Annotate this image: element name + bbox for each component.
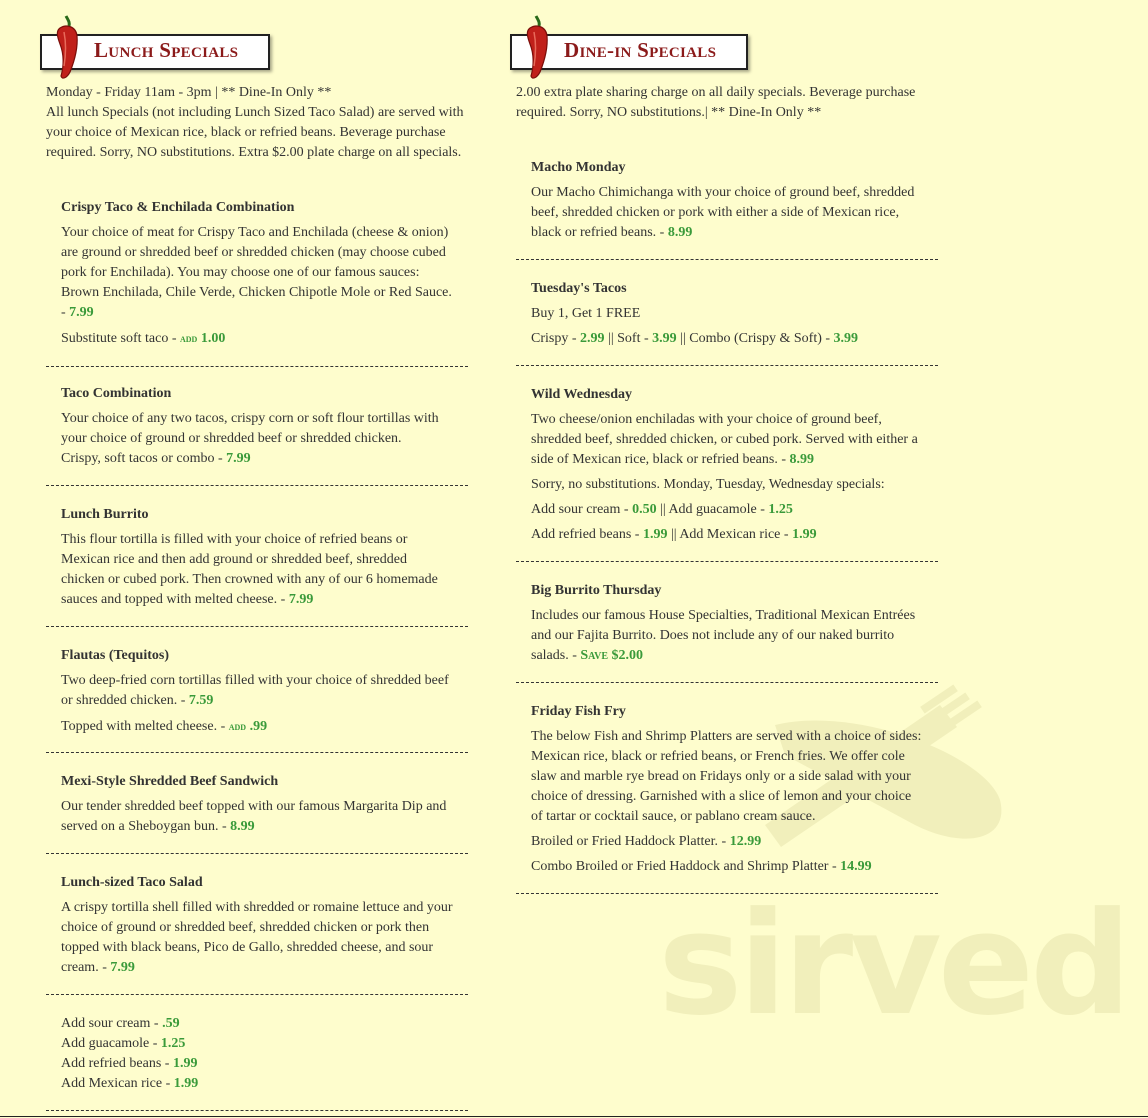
menu-item <box>46 873 468 995</box>
item-price: 7.99 <box>69 305 94 320</box>
list-item: Add Mexican rice - 1.99 <box>61 1076 199 1091</box>
menu-item <box>46 384 468 486</box>
item-addons: Add sour cream - 0.50 || Add guacamole - 1.25 <box>531 502 793 517</box>
item-name: Mexi-Style Shredded Beef Sandwich <box>61 774 279 789</box>
item-extra: Topped with melted cheese. - add .99 <box>61 719 268 734</box>
item-price: 7.99 <box>110 960 135 975</box>
item-option: Broiled or Fried Haddock Platter. - 12.99 <box>531 834 762 849</box>
item-description: Two cheese/onion enchiladas with your choice of ground beef, shredded beef, shredded chicken, or cubed pork. Served with either a side of Mexican rice, black or refried beans. - 8.99 <box>531 412 918 467</box>
item-price: 7.99 <box>288 592 314 607</box>
item-name: Macho Monday <box>531 160 626 175</box>
item-price: 8.99 <box>667 225 693 240</box>
addons-list <box>46 1014 468 1111</box>
item-addons: Add refried beans - 1.99 || Add Mexican rice - 1.99 <box>531 527 817 542</box>
item-prices: Crispy - 2.99 || Soft - 3.99 || Combo (Crispy & Soft) - 3.99 <box>531 331 859 346</box>
list-item: Add guacamole - 1.25 <box>61 1036 186 1051</box>
item-extra: Substitute soft taco - add 1.00 <box>61 331 226 346</box>
menu-item <box>516 385 938 562</box>
chili-pepper-icon <box>52 14 82 82</box>
item-price: 8.99 <box>789 452 815 467</box>
item-description: This flour tortilla is filled with your choice of refried beans or Mexican rice and then add ground or shredded beef, shredded chicken or cubed pork. Then crowned with any of our 6 homemade sauces and topped with melted cheese. - 7.99 <box>61 532 438 607</box>
item-description: The below Fish and Shrimp Platters are served with a choice of sides: Mexican rice, black or refried beans, or French fries. We offer cole slaw and marble rye bread on Fridays only or a side salad with your choice of dressing. Garnished with a slice of lemon and your choice of tartar or cocktail sauce, or pablano cream sauce. <box>531 729 922 824</box>
item-price: 7.59 <box>188 693 214 708</box>
menu-item <box>516 279 938 366</box>
menu-item <box>516 702 938 894</box>
item-option: Combo Broiled or Fried Haddock and Shrimp Platter - 14.99 <box>531 859 872 874</box>
item-description: Your choice of any two tacos, crispy corn or soft flour tortillas with your choice of ground or shredded beef or shredded chicken. <box>61 411 439 446</box>
list-item: Add sour cream - .59 <box>61 1016 180 1031</box>
item-description: Our Macho Chimichanga with your choice of ground beef, shredded beef, shredded chicken or pork with either a side of Mexican rice, black or refried beans. - 8.99 <box>531 185 915 240</box>
lunch-intro <box>46 83 466 163</box>
watermark-logo: sirved <box>658 882 1128 1047</box>
menu-item <box>516 581 938 683</box>
item-name: Tuesday's Tacos <box>531 281 627 296</box>
menu-item <box>46 198 468 367</box>
item-name: Friday Fish Fry <box>531 704 626 719</box>
item-name: Crispy Taco & Enchilada Combination <box>61 200 295 215</box>
item-name: Flautas (Tequitos) <box>61 648 170 663</box>
page-bottom-divider <box>0 1116 1148 1117</box>
lunch-intro-text: All lunch Specials (not including Lunch Sized Taco Salad) are served with your choice of Mexican rice, black or refried beans. Beverage purchase required. Sorry, NO substitutions. Extra $2.00 plate charge on all specials. <box>46 105 464 160</box>
menu-item <box>46 505 468 627</box>
item-name: Taco Combination <box>61 386 172 401</box>
item-variants: Crispy, soft tacos or combo - 7.99 <box>61 451 251 466</box>
item-name: Wild Wednesday <box>531 387 633 402</box>
menu-item <box>46 646 468 753</box>
section-title: Lunch Specials <box>94 38 239 62</box>
list-item: Add refried beans - 1.99 <box>61 1056 198 1071</box>
section-title: Dine-in Specials <box>564 38 717 62</box>
item-description: Your choice of meat for Crispy Taco and Enchilada (cheese & onion) are ground or shredded beef or shredded chicken (may choose cubed pork for Enchilada). You may choose one of our famous sauces: Brown Enchilada, Chile Verde, Chicken Chipotle Mole or Red Sauce. - 7.99 <box>61 225 452 320</box>
item-description: Includes our famous House Specialties, Traditional Mexican Entrées and our Fajita Burrito. Does not include any of our naked burrito salads. - Save $2.00 <box>531 608 916 663</box>
menu-item <box>46 772 468 854</box>
menu-item <box>516 158 938 260</box>
dinein-intro-text: 2.00 extra plate sharing charge on all daily specials. Beverage purchase required. Sorry, NO substitutions.| ** Dine-In Only ** <box>516 85 916 120</box>
lunch-hours: Monday - Friday 11am - 3pm | ** Dine-In Only ** <box>46 85 332 100</box>
item-name: Big Burrito Thursday <box>531 583 662 598</box>
item-description: A crispy tortilla shell filled with shredded or romaine lettuce and your choice of ground or shredded beef, shredded chicken or pork then topped with black beans, Pico de Gallo, shredded cheese, and sour cream. - 7.99 <box>61 900 453 975</box>
item-name: Lunch-sized Taco Salad <box>61 875 203 890</box>
item-note: Sorry, no substitutions. Monday, Tuesday, Wednesday specials: <box>531 477 885 492</box>
item-description: Our tender shredded beef topped with our famous Margarita Dip and served on a Sheboygan bun. - 8.99 <box>61 799 447 834</box>
item-name: Lunch Burrito <box>61 507 149 522</box>
chili-pepper-icon <box>522 14 552 82</box>
item-price: 7.99 <box>226 451 251 466</box>
item-description: Buy 1, Get 1 FREE <box>531 306 641 321</box>
item-price: 8.99 <box>230 819 255 834</box>
item-description: Two deep-fried corn tortillas filled with your choice of shredded beef or shredded chicken. - 7.59 <box>61 673 449 708</box>
item-price: Save $2.00 <box>580 648 644 663</box>
